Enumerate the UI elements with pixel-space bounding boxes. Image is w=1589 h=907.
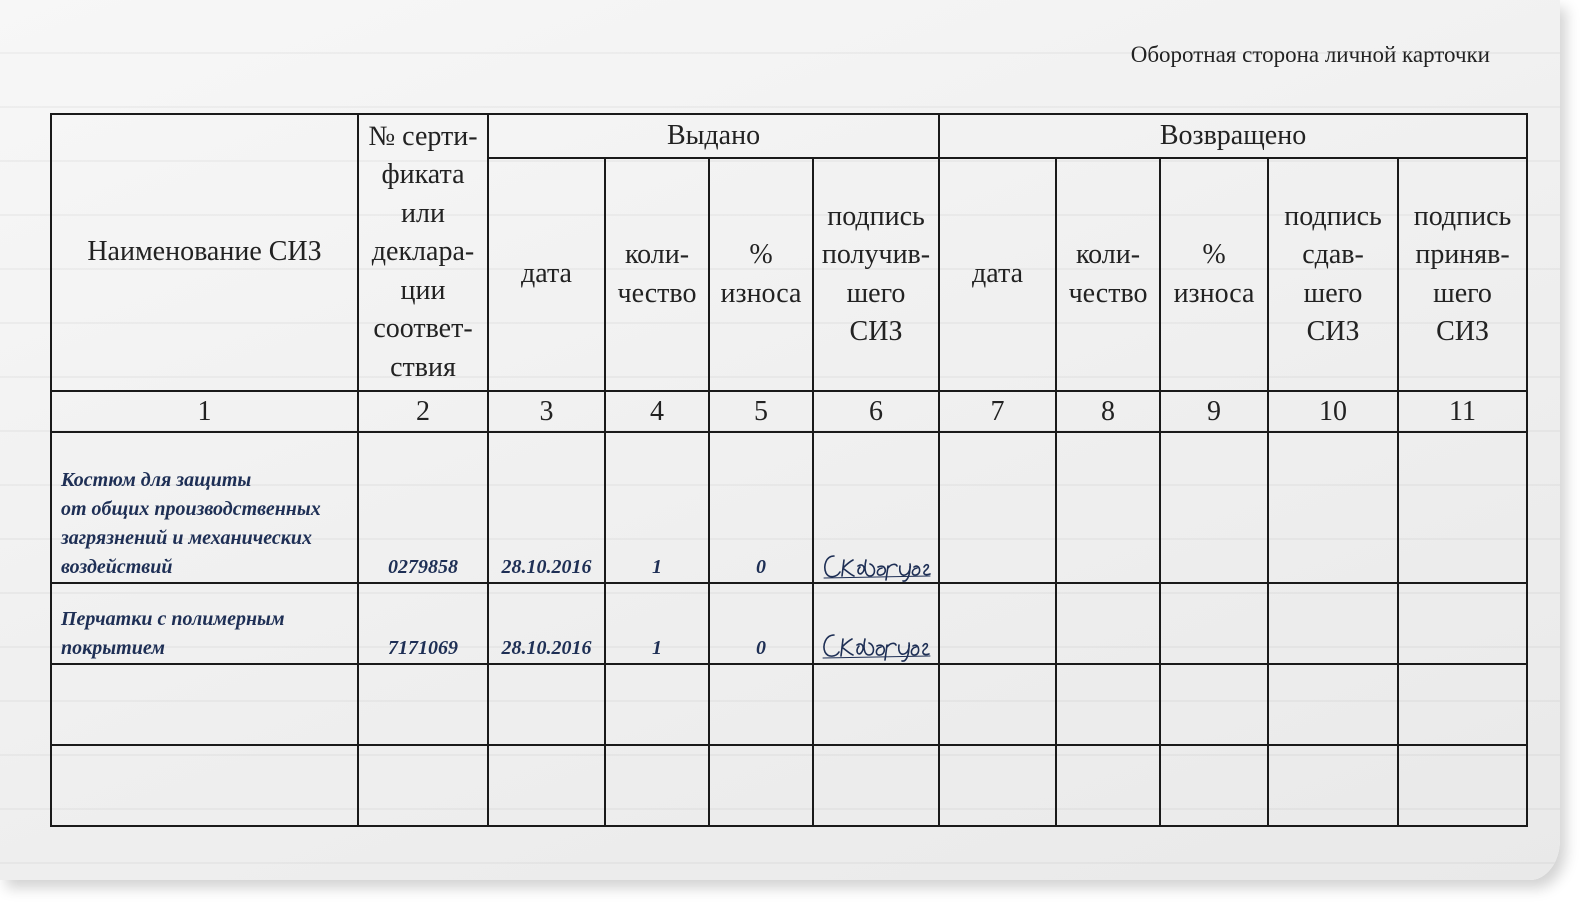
table-row [51, 745, 1527, 826]
header-issued: Выдано [488, 114, 939, 158]
item-quantity: 1 [605, 583, 709, 664]
empty-cell [1056, 583, 1160, 664]
header-returned-qty: коли- чество [1056, 158, 1160, 391]
empty-cell [358, 664, 488, 745]
column-number: 11 [1398, 391, 1527, 432]
item-quantity: 1 [605, 432, 709, 583]
item-name: Костюм для защиты от общих производственных загрязнений и механических воздействий [51, 432, 358, 583]
empty-cell [813, 664, 939, 745]
column-number: 5 [709, 391, 813, 432]
empty-cell [51, 664, 358, 745]
header-certificate: № серти- фиката или деклара- ции соответ- ствия [358, 114, 488, 391]
column-number: 10 [1268, 391, 1398, 432]
table-row [51, 432, 1527, 583]
empty-cell [1268, 664, 1398, 745]
empty-cell [939, 745, 1056, 826]
column-number: 3 [488, 391, 605, 432]
header-issued-qty: коли- чество [605, 158, 709, 391]
empty-cell [1160, 432, 1268, 583]
recipient-signature [813, 583, 939, 664]
empty-cell [1056, 745, 1160, 826]
empty-cell [1268, 745, 1398, 826]
empty-cell [488, 664, 605, 745]
empty-cell [1398, 664, 1527, 745]
column-number: 4 [605, 391, 709, 432]
recipient-signature [813, 432, 939, 583]
empty-cell [709, 745, 813, 826]
header-returned-receiver-signature: подпись приняв- шего СИЗ [1398, 158, 1527, 391]
header-name: Наименование СИЗ [51, 114, 358, 391]
column-number: 9 [1160, 391, 1268, 432]
header-issued-wear: % износа [709, 158, 813, 391]
header-returned-giver-signature: подпись сдав- шего СИЗ [1268, 158, 1398, 391]
empty-cell [1268, 432, 1398, 583]
empty-cell [1268, 583, 1398, 664]
column-number: 6 [813, 391, 939, 432]
empty-cell [1160, 745, 1268, 826]
empty-cell [939, 664, 1056, 745]
item-wear: 0 [709, 583, 813, 664]
empty-cell [1398, 745, 1527, 826]
column-number: 2 [358, 391, 488, 432]
empty-cell [1056, 432, 1160, 583]
item-certificate: 0279858 [358, 432, 488, 583]
item-certificate: 7171069 [358, 583, 488, 664]
empty-cell [709, 664, 813, 745]
handwritten-signature [820, 546, 932, 582]
page-caption: Оборотная сторона личной карточки [1130, 42, 1490, 67]
empty-cell [51, 745, 358, 826]
header-issued-date: дата [488, 158, 605, 391]
item-wear: 0 [709, 432, 813, 583]
handwritten-signature [820, 627, 932, 663]
empty-cell [605, 664, 709, 745]
empty-cell [1160, 583, 1268, 664]
column-number: 1 [51, 391, 358, 432]
empty-cell [939, 432, 1056, 583]
empty-cell [605, 745, 709, 826]
empty-cell [1398, 583, 1527, 664]
header-returned-wear: % износа [1160, 158, 1268, 391]
empty-cell [1056, 664, 1160, 745]
empty-cell [358, 745, 488, 826]
item-issue-date: 28.10.2016 [488, 583, 605, 664]
empty-cell [813, 745, 939, 826]
item-name: Перчатки с полимерным покрытием [51, 583, 358, 664]
header-returned: Возвращено [939, 114, 1527, 158]
empty-cell [488, 745, 605, 826]
empty-cell [1160, 664, 1268, 745]
ppe-issue-table [50, 113, 1528, 827]
empty-cell [1398, 432, 1527, 583]
column-number: 8 [1056, 391, 1160, 432]
item-issue-date: 28.10.2016 [488, 432, 605, 583]
table-row [51, 583, 1527, 664]
column-number: 7 [939, 391, 1056, 432]
header-issued-signature: подпись получив- шего СИЗ [813, 158, 939, 391]
table-row [51, 664, 1527, 745]
header-returned-date: дата [939, 158, 1056, 391]
empty-cell [939, 583, 1056, 664]
